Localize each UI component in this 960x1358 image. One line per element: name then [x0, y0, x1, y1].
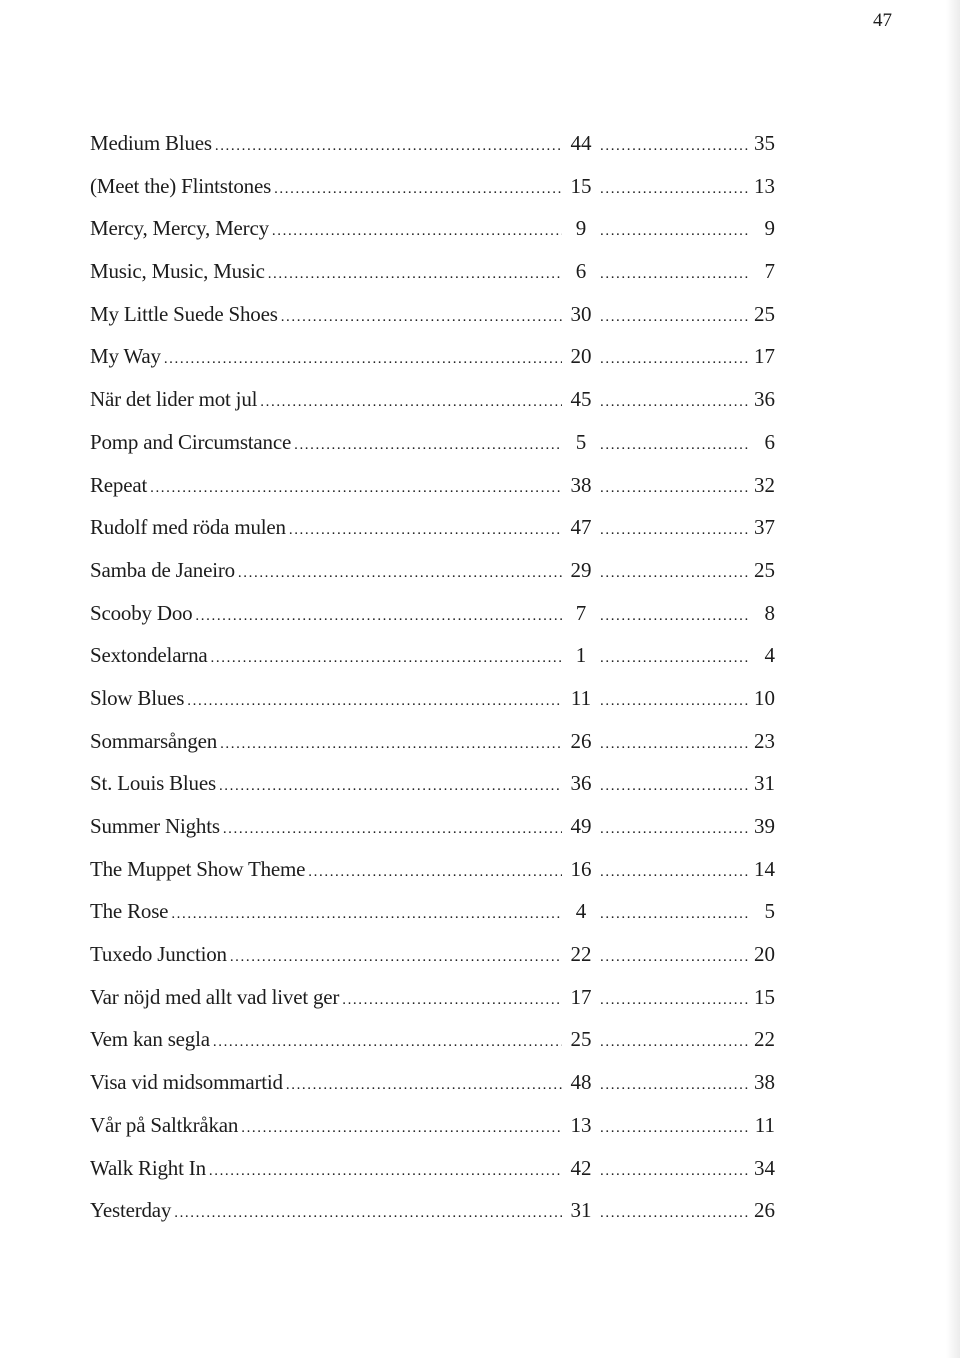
entry-page-number-first: 13: [570, 1112, 592, 1137]
toc-entry: [90, 1107, 775, 1150]
entry-page-number-second: 23: [754, 728, 775, 753]
toc-entry: [90, 680, 775, 723]
dot-leader: [286, 1067, 562, 1103]
dot-leader: [230, 939, 562, 975]
dot-leader: [220, 726, 562, 762]
entry-page-number-first: 17: [570, 984, 592, 1009]
entry-page-number-first: 20: [570, 344, 592, 369]
toc-entry: [90, 723, 775, 766]
entry-page-number-first: 36: [570, 771, 592, 796]
entry-page-number-second: 25: [754, 557, 775, 582]
entry-page-number-first: 5: [575, 429, 587, 454]
entry-title: The Muppet Show Theme: [90, 856, 306, 881]
dot-leader: [171, 896, 562, 932]
entry-page-number-first: 42: [570, 1155, 592, 1180]
dot-leader: [600, 299, 748, 335]
toc-entry: [90, 595, 775, 638]
entry-page-number-second: 26: [754, 1198, 775, 1223]
entry-page-number-second: 15: [754, 984, 775, 1009]
dot-leader: [600, 1067, 748, 1103]
entry-page-number-first: 47: [570, 515, 592, 540]
entry-page-number-first: 44: [570, 131, 592, 155]
entry-page-number-second: 34: [754, 1155, 775, 1180]
dot-leader: [600, 256, 748, 292]
dot-leader: [600, 939, 748, 975]
entry-page-number-second: 39: [754, 814, 775, 838]
dot-leader: [600, 683, 748, 719]
entry-page-number-first: 30: [570, 301, 592, 326]
dot-leader: [223, 811, 562, 847]
entry-title: Sextondelarna: [90, 643, 208, 668]
dot-leader: [600, 213, 748, 249]
toc-entry: [90, 979, 775, 1022]
entry-title: Samba de Janeiro: [90, 557, 235, 582]
dot-leader: [600, 598, 748, 634]
entry-page-number-second: 25: [754, 301, 775, 326]
toc-entry: [90, 637, 775, 680]
entry-page-number-first: 49: [570, 814, 592, 838]
entry-page-number-second: 11: [754, 1112, 775, 1137]
toc-entry: [90, 296, 775, 339]
entry-page-number-second: 6: [764, 429, 775, 454]
entry-title: Rudolf med röda mulen: [90, 515, 286, 540]
entry-page-number-second: 10: [754, 685, 775, 710]
entry-title: My Way: [90, 344, 161, 369]
entry-page-number-first: 48: [570, 1070, 592, 1095]
dot-leader: [600, 811, 748, 847]
toc-entry: [90, 1192, 775, 1235]
toc-entry: [90, 509, 775, 552]
dot-leader: [600, 1153, 748, 1189]
entry-page-number-second: 35: [754, 131, 775, 155]
dot-leader: [600, 726, 748, 762]
dot-leader: [600, 171, 748, 207]
entry-title: St. Louis Blues: [90, 771, 216, 796]
entry-page-number-first: 9: [575, 216, 587, 241]
entry-page-number-second: 9: [764, 216, 775, 241]
toc-entry: [90, 1150, 775, 1193]
entry-title: Vem kan segla: [90, 1027, 210, 1052]
toc-entry: [90, 552, 775, 595]
toc-entry: [90, 808, 775, 851]
entry-page-number-second: 38: [754, 1070, 775, 1095]
toc-entry: [90, 210, 775, 253]
entry-page-number-first: 1: [575, 643, 587, 668]
dot-leader: [600, 384, 748, 420]
dot-leader: [164, 341, 562, 377]
entry-title: Medium Blues: [90, 131, 212, 155]
dot-leader: [281, 299, 562, 335]
dot-leader: [289, 512, 562, 548]
entry-title: The Rose: [90, 899, 169, 924]
entry-title: My Little Suede Shoes: [90, 301, 278, 326]
entry-page-number-first: 29: [570, 557, 592, 582]
toc-entry: [90, 168, 775, 211]
toc-entry: [90, 381, 775, 424]
entry-page-number-second: 32: [754, 472, 775, 497]
entry-title: Pomp and Circumstance: [90, 429, 292, 454]
dot-leader: [600, 768, 748, 804]
dot-leader: [600, 896, 748, 932]
toc-entry: [90, 851, 775, 894]
dot-leader: [308, 854, 562, 890]
toc-entry: [90, 424, 775, 467]
entry-page-number-second: 31: [754, 771, 775, 796]
entry-page-number-first: 4: [575, 899, 587, 924]
dot-leader: [211, 640, 562, 676]
entry-title: Sommarsången: [90, 728, 218, 753]
entry-page-number-first: 25: [570, 1027, 592, 1052]
dot-leader: [600, 555, 748, 591]
entry-page-number-second: 4: [764, 643, 775, 668]
toc-entry: [90, 893, 775, 936]
entry-page-number-first: 26: [570, 728, 592, 753]
entry-title: (Meet the) Flintstones: [90, 173, 272, 198]
entry-page-number-second: 22: [754, 1027, 775, 1052]
entry-page-number-first: 15: [570, 173, 592, 198]
toc-entry: [90, 765, 775, 808]
dot-leader: [600, 1024, 748, 1060]
entry-page-number-second: 36: [754, 387, 775, 412]
toc-entry: [90, 1064, 775, 1107]
entry-title: Visa vid midsommartid: [90, 1070, 283, 1095]
dot-leader: [600, 854, 748, 890]
entry-title: Repeat: [90, 472, 148, 497]
dot-leader: [274, 171, 562, 207]
entry-page-number-first: 31: [570, 1198, 592, 1223]
entry-page-number-second: 7: [764, 259, 775, 284]
entry-title: Slow Blues: [90, 685, 185, 710]
toc-entry: [90, 467, 775, 510]
entry-page-number-first: 11: [570, 685, 592, 710]
entry-page-number-second: 5: [764, 899, 775, 924]
dot-leader: [272, 213, 562, 249]
dot-leader: [600, 1195, 748, 1231]
dot-leader: [241, 1110, 562, 1146]
dot-leader: [238, 555, 562, 591]
entry-page-number-first: 45: [570, 387, 592, 412]
page-edge-shadow: [946, 0, 960, 1358]
entry-title: Vår på Saltkråkan: [90, 1112, 239, 1137]
entry-title: Mercy, Mercy, Mercy: [90, 216, 269, 241]
entry-title: Summer Nights: [90, 814, 220, 838]
dot-leader: [215, 128, 562, 164]
dot-leader: [342, 982, 562, 1018]
entry-page-number-second: 8: [764, 600, 775, 625]
dot-leader: [600, 470, 748, 506]
entry-page-number-first: 6: [575, 259, 587, 284]
entry-title: Walk Right In: [90, 1155, 206, 1180]
dot-leader: [600, 128, 748, 164]
toc-entry: [90, 338, 775, 381]
entry-title: Tuxedo Junction: [90, 942, 227, 967]
dot-leader: [260, 384, 562, 420]
entry-page-number-first: 38: [570, 472, 592, 497]
toc-entry: [90, 1021, 775, 1064]
entry-page-number-first: 16: [570, 856, 592, 881]
dot-leader: [600, 1110, 748, 1146]
dot-leader: [600, 512, 748, 548]
dot-leader: [268, 256, 562, 292]
toc-entry: [90, 125, 775, 168]
dot-leader: [187, 683, 562, 719]
dot-leader: [174, 1195, 562, 1231]
dot-leader: [294, 427, 562, 463]
dot-leader: [209, 1153, 562, 1189]
dot-leader: [213, 1024, 562, 1060]
entry-title: Music, Music, Music: [90, 259, 265, 284]
entry-page-number-second: 20: [754, 942, 775, 967]
entry-page-number-second: 17: [754, 344, 775, 369]
dot-leader: [600, 982, 748, 1018]
toc-entry: [90, 936, 775, 979]
entry-page-number-first: 22: [570, 942, 592, 967]
entry-page-number-first: 7: [575, 600, 587, 625]
entry-title: Scooby Doo: [90, 600, 193, 625]
entry-title: När det lider mot jul: [90, 387, 258, 412]
entry-page-number-second: 37: [754, 515, 775, 540]
page-number: 47: [873, 10, 892, 31]
dot-leader: [195, 598, 562, 634]
dot-leader: [600, 341, 748, 377]
table-of-contents: [90, 125, 775, 1235]
entry-page-number-second: 14: [754, 856, 775, 881]
entry-page-number-second: 13: [754, 173, 775, 198]
dot-leader: [600, 427, 748, 463]
dot-leader: [600, 640, 748, 676]
entry-title: Var nöjd med allt vad livet ger: [90, 984, 340, 1009]
entry-title: Yesterday: [90, 1198, 172, 1223]
dot-leader: [219, 768, 562, 804]
toc-entry: [90, 253, 775, 296]
dot-leader: [150, 470, 562, 506]
